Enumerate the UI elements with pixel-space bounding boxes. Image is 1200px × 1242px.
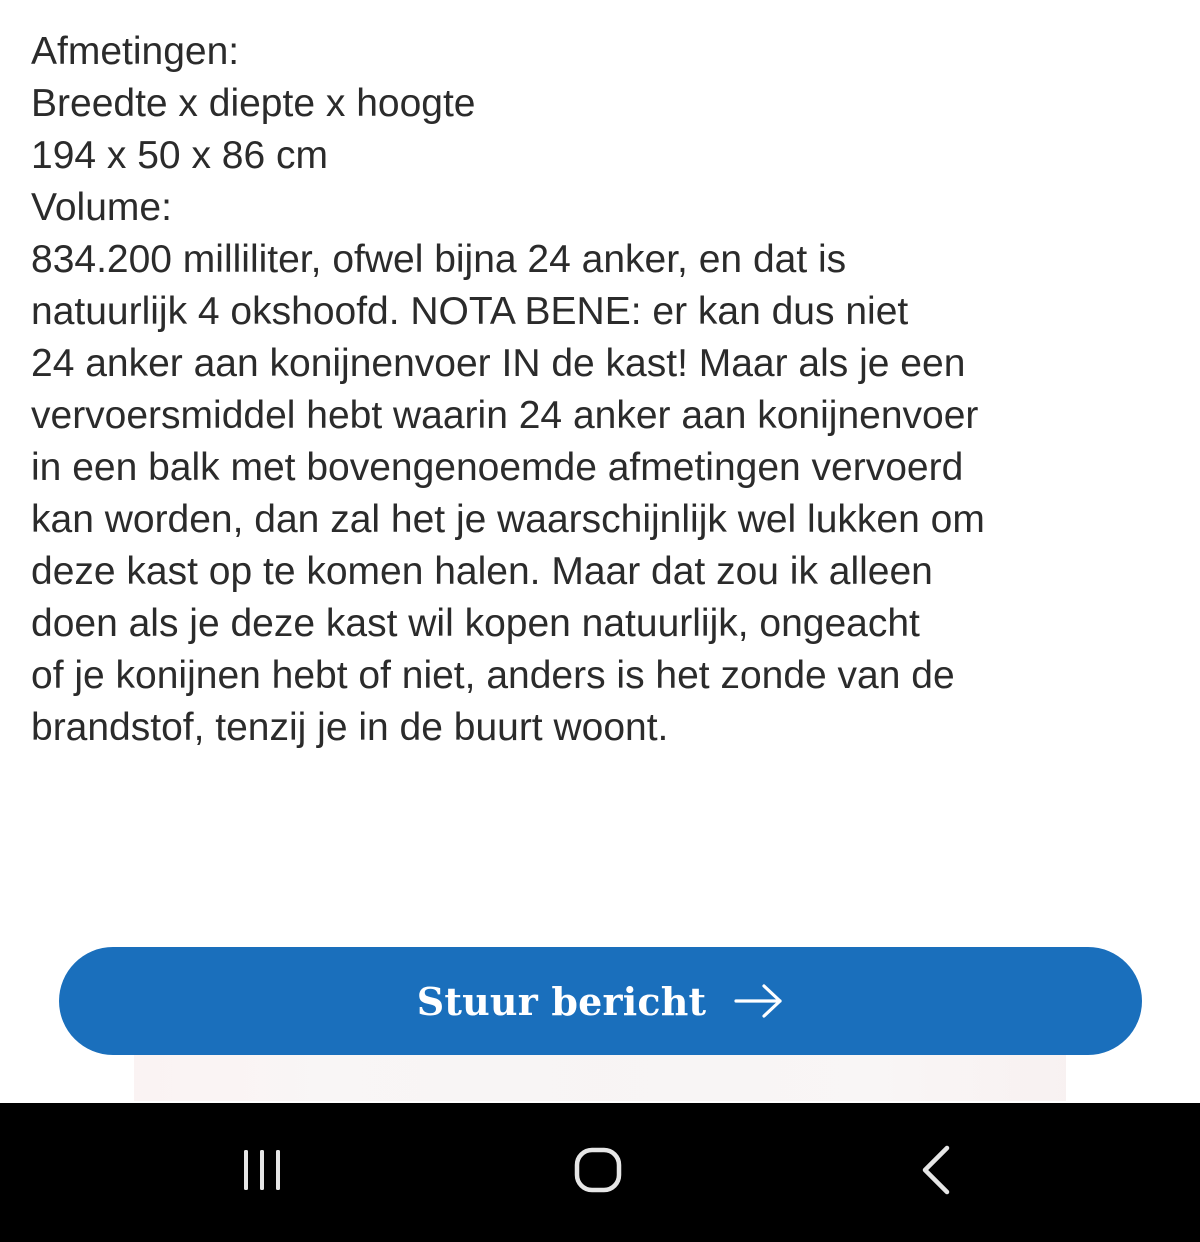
description-line: of je konijnen hebt of niet, anders is het zonde van de xyxy=(31,654,955,697)
recents-icon xyxy=(238,1148,286,1197)
description-line: brandstof, tenzij je in de buurt woont. xyxy=(31,706,669,749)
description-line: Afmetingen: xyxy=(31,30,240,73)
system-navigation-bar xyxy=(0,1103,1200,1242)
description-line: Volume: xyxy=(31,186,172,229)
back-icon xyxy=(919,1144,953,1201)
description-line: 194 x 50 x 86 cm xyxy=(31,134,328,177)
description-line: natuurlijk 4 okshoofd. NOTA BENE: er kan dus niet xyxy=(31,290,909,333)
description-line: Breedte x diepte x hoogte xyxy=(31,82,476,125)
description-line: in een balk met bovengenoemde afmetingen vervoerd xyxy=(31,446,964,489)
description-line: 834.200 milliliter, ofwel bijna 24 anker, en dat is xyxy=(31,238,847,281)
description-line: vervoersmiddel hebt waarin 24 anker aan konijnenvoer xyxy=(31,394,979,437)
home-button[interactable] xyxy=(548,1103,648,1242)
send-message-button[interactable] xyxy=(59,947,1142,1055)
description-line: kan worden, dan zal het je waarschijnlijk wel lukken om xyxy=(31,498,985,541)
home-icon xyxy=(573,1146,623,1199)
back-button[interactable] xyxy=(886,1103,986,1242)
arrow-right-icon xyxy=(734,981,784,1021)
recents-button[interactable] xyxy=(212,1103,312,1242)
description-line: doen als je deze kast wil kopen natuurlijk, ongeacht xyxy=(31,602,920,645)
listing-description xyxy=(31,26,1171,754)
description-line: deze kast op te komen halen. Maar dat zou ik alleen xyxy=(31,550,933,593)
send-message-label: Stuur bericht xyxy=(416,978,707,1024)
ad-banner-background xyxy=(134,1055,1066,1101)
description-line: 24 anker aan konijnenvoer IN de kast! Maar als je een xyxy=(31,342,966,385)
